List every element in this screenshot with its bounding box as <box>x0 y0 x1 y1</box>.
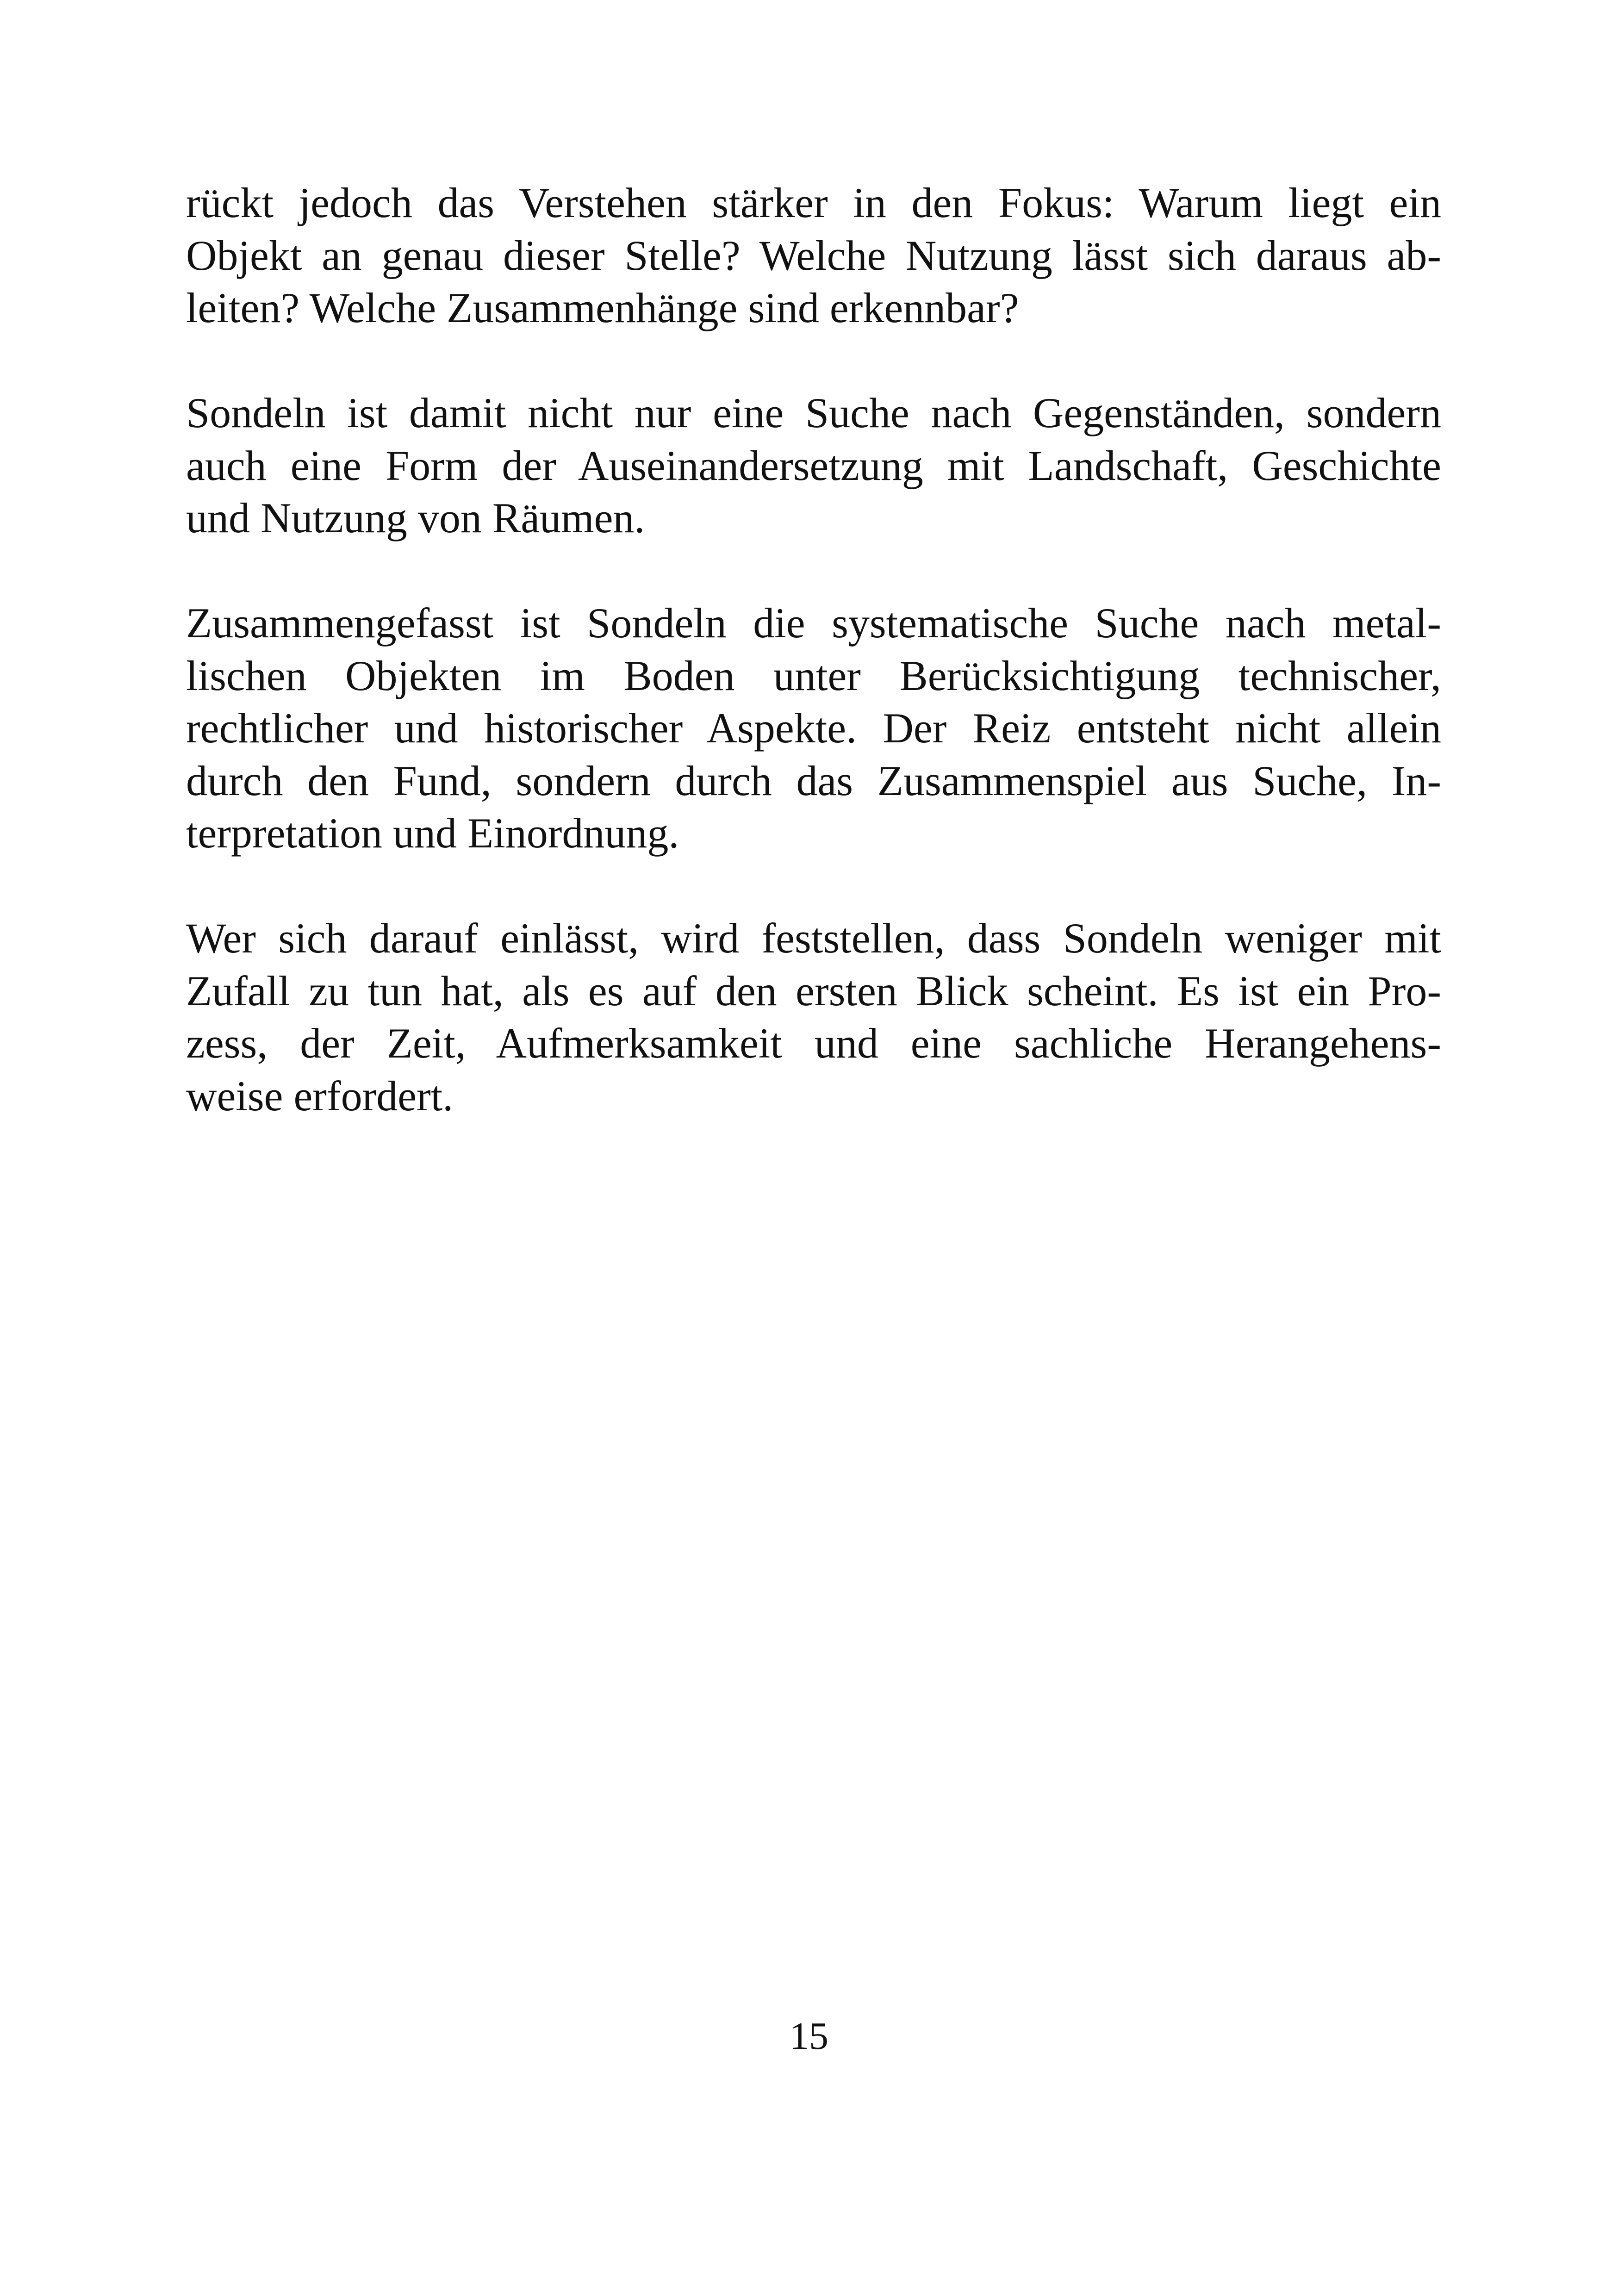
text-line: Objekt an genau dieser Stelle? Welche Nutzung lässt sich daraus ab- <box>186 231 1441 279</box>
page-number: 15 <box>790 2015 828 2058</box>
text-line: rückt jedoch das Verstehen stärker in den Fokus: Warum liegt ein <box>186 179 1441 226</box>
paragraph-1 <box>186 177 1441 335</box>
text-line: und Nutzung von Räumen. <box>186 494 645 541</box>
text-line: weise erfordert. <box>186 1072 454 1120</box>
text-line: zess, der Zeit, Aufmerksamkeit und eine sachliche Herangehens- <box>186 1020 1441 1067</box>
paragraph-4 <box>186 912 1441 1122</box>
text-line: auch eine Form der Auseinandersetzung mit Landschaft, Geschichte <box>186 442 1441 489</box>
text-line: lischen Objekten im Boden unter Berücksichtigung technischer, <box>186 652 1441 699</box>
text-line: durch den Fund, sondern durch das Zusammenspiel aus Suche, In- <box>186 757 1441 804</box>
text-line: leiten? Welche Zusammenhänge sind erkennbar? <box>186 284 1019 331</box>
text-line: Wer sich darauf einlässt, wird feststellen, dass Sondeln weniger mit <box>186 915 1441 962</box>
text-line: Zusammengefasst ist Sondeln die systematische Suche nach metal- <box>186 599 1441 647</box>
text-line: terpretation und Einordnung. <box>186 809 679 857</box>
text-line: Zufall zu tun hat, als es auf den ersten Blick scheint. Es ist ein Pro- <box>186 967 1441 1014</box>
body-text <box>186 177 1441 1175</box>
text-line: Sondeln ist damit nicht nur eine Suche nach Gegenständen, sondern <box>186 389 1441 436</box>
paragraph-3 <box>186 597 1441 860</box>
paragraph-2 <box>186 387 1441 545</box>
text-line: rechtlicher und historischer Aspekte. Der Reiz entsteht nicht allein <box>186 704 1441 752</box>
